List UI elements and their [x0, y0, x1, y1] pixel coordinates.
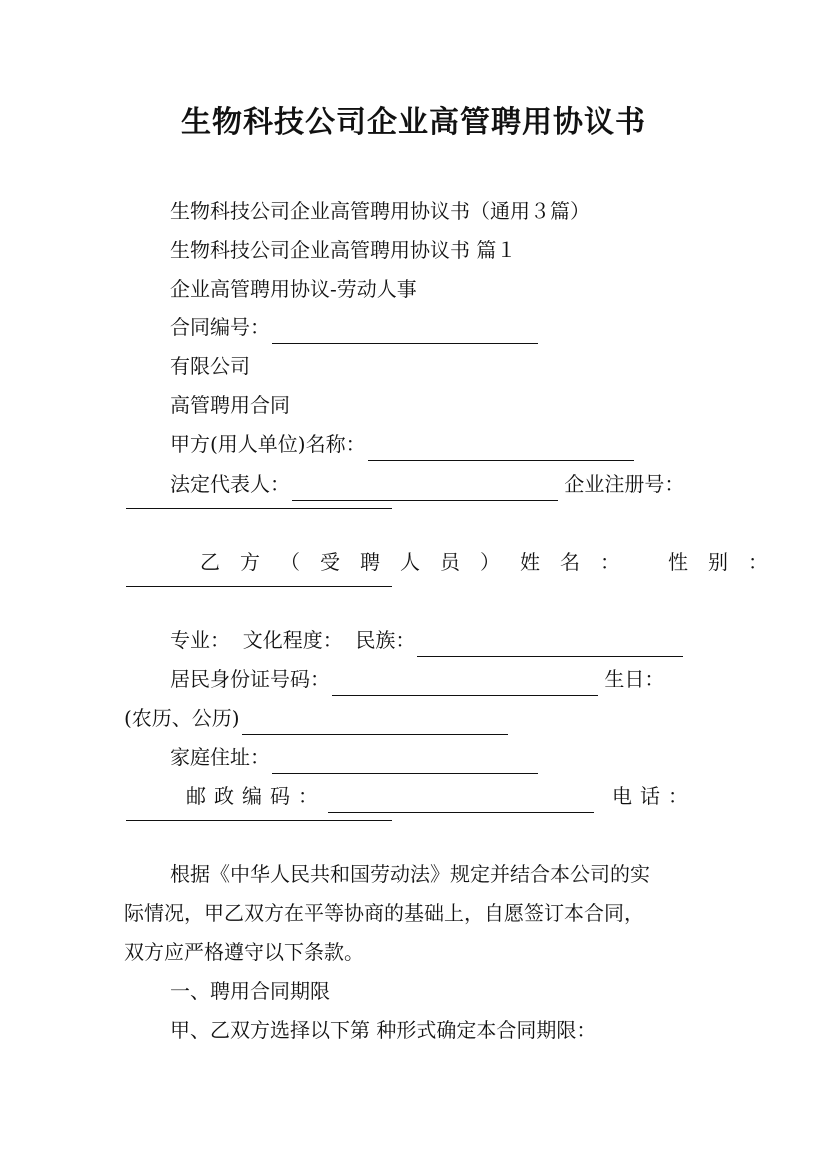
section1-heading: 一、聘用合同期限 [170, 979, 330, 1003]
address-label: 家庭住址： [170, 745, 270, 769]
education-label: 文化程度： [242, 628, 343, 652]
ethnicity-blank [417, 632, 683, 657]
address-blank [272, 749, 538, 774]
party-b-label: 乙方（受聘人员）姓名： [200, 550, 640, 574]
paragraph1-line1: 根据《中华人民共和国劳动法》规定并结合本公司的实 [170, 862, 650, 886]
party-b-line [200, 545, 788, 579]
ethnicity-label: 民族： [355, 628, 416, 652]
legal-rep-line [170, 467, 684, 501]
heading-line: 企业高管聘用协议-劳动人事 [170, 277, 417, 301]
major-line [170, 623, 683, 657]
contract-number-label: 合同编号： [170, 315, 270, 339]
major-label: 专业： [170, 628, 230, 652]
reg-no-blank [126, 508, 392, 509]
reg-no-label: 企业注册号： [558, 472, 685, 496]
postcode-blank [328, 788, 594, 813]
document-title: 生物科技公司企业高管聘用协议书 [181, 105, 646, 140]
id-number-label: 居民身份证号码： [170, 667, 330, 691]
address-line [170, 740, 538, 774]
calendar-line [124, 701, 508, 735]
id-number-line [170, 662, 664, 696]
calendar-label: (农历、公历) [124, 706, 240, 730]
id-number-blank [332, 671, 598, 696]
birthday-blank [242, 710, 508, 735]
gender-blank [126, 586, 392, 587]
part-line: 生物科技公司企业高管聘用协议书 篇１ [170, 238, 517, 262]
contract-number-line [170, 310, 538, 344]
contract-number-blank [272, 319, 538, 344]
contract-name-line: 高管聘用合同 [170, 393, 290, 417]
paragraph1-line3: 双方应严格遵守以下条款。 [124, 940, 364, 964]
party-a-name-label: 甲方(用人单位)名称： [170, 432, 366, 456]
company-line: 有限公司 [170, 354, 250, 378]
postcode-label: 邮政编码： [186, 784, 326, 808]
subtitle-line: 生物科技公司企业高管聘用协议书（通用３篇） [170, 199, 590, 223]
phone-blank [126, 820, 392, 821]
section1-text: 甲、乙双方选择以下第 种形式确定本合同期限： [170, 1018, 597, 1042]
party-a-name-line [170, 427, 634, 461]
paragraph1-line2: 际情况，甲乙双方在平等协商的基础上，自愿签订本合同， [124, 901, 644, 925]
gender-label: 性别： [668, 550, 788, 574]
postcode-line [186, 779, 696, 813]
party-a-name-blank [368, 436, 634, 461]
legal-rep-blank [292, 476, 558, 501]
phone-label: 电话： [612, 784, 696, 808]
birthday-label: 生日： [598, 667, 665, 691]
legal-rep-label: 法定代表人： [170, 472, 290, 496]
